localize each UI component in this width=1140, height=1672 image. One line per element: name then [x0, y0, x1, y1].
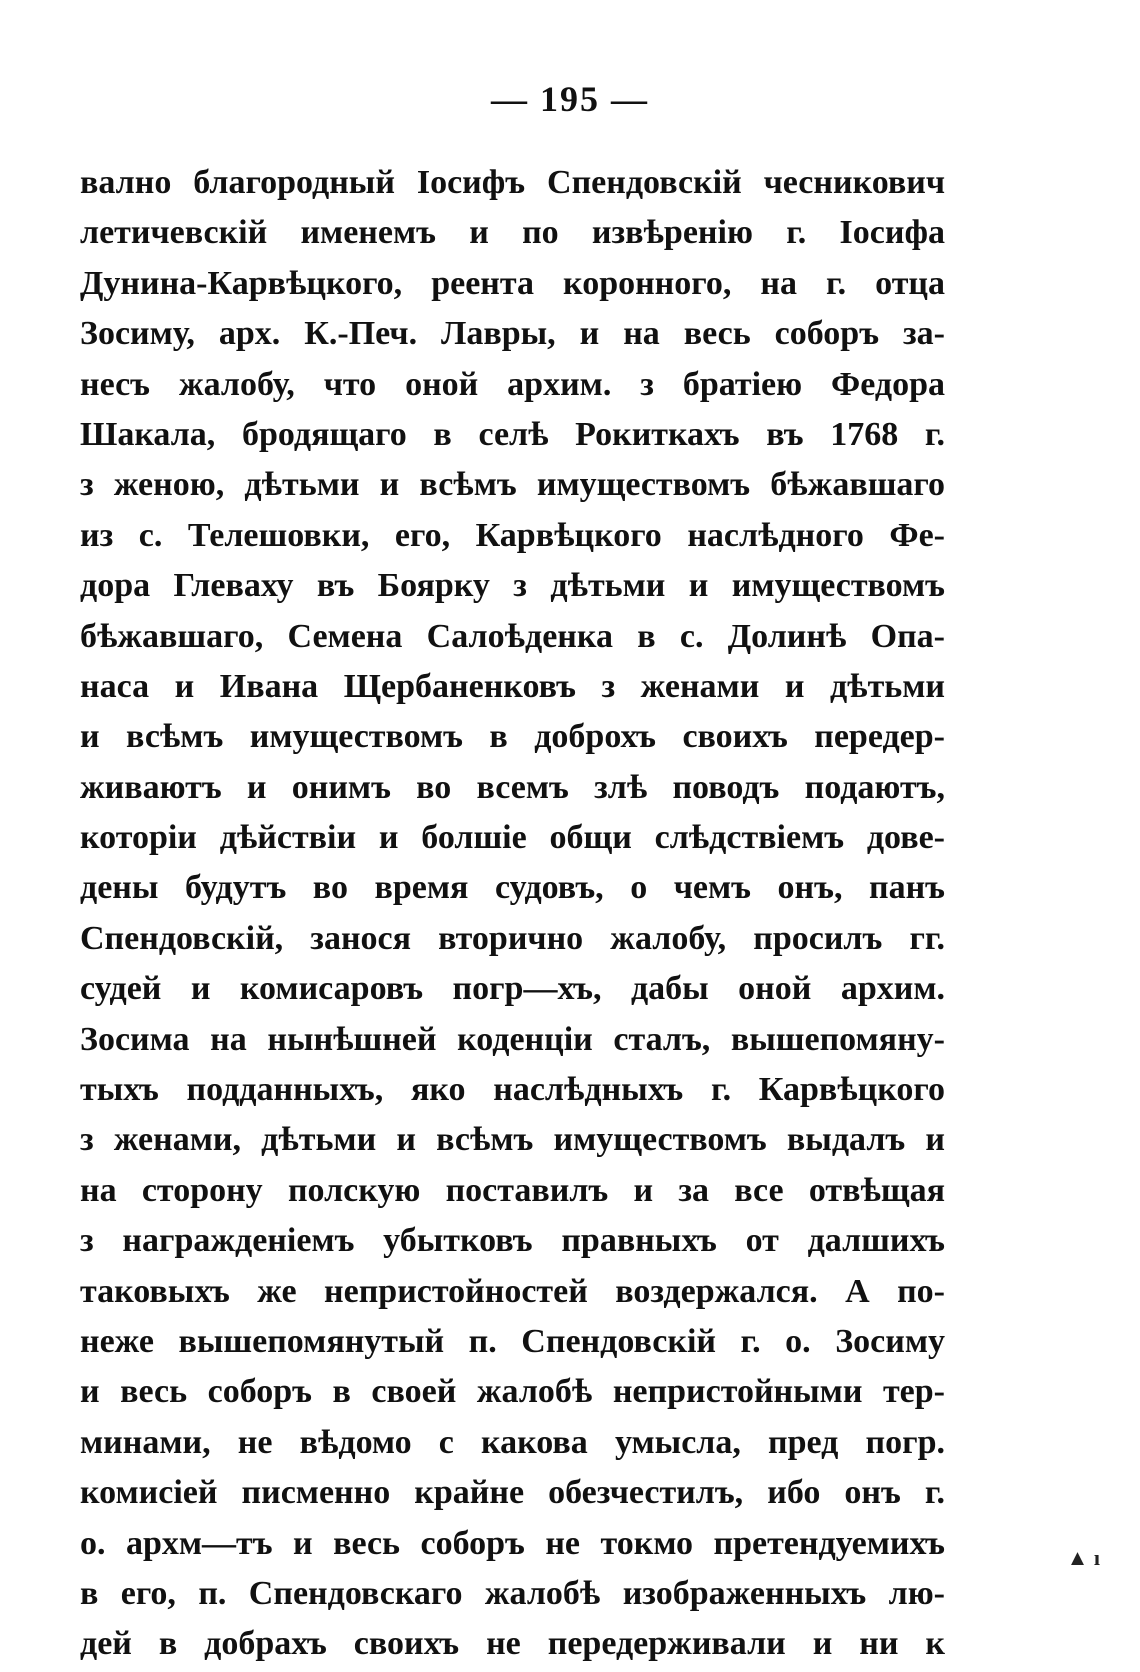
- text-line: минами, не вѣдомо с какова умысла, пред погр.: [80, 1423, 945, 1461]
- text-line: вално благородный Іосифъ Спендовскій чесникович: [80, 164, 945, 201]
- text-line: дора Глеваху въ Боярку з дѣтьми и имуществомъ: [80, 567, 945, 605]
- text-line: живаютъ и онимъ во всемъ злѣ поводъ подаютъ,: [80, 768, 945, 806]
- text-line: о. архм—тъ и весь соборъ не токмо претендуемихъ: [80, 1524, 945, 1562]
- text-line: которіи дѣйствіи и болшіе общи слѣдствіемъ дове-: [80, 819, 945, 857]
- text-line: Спендовскій, занося вторично жалобу, просилъ гг.: [80, 919, 945, 957]
- text-line: з женою, дѣтьми и всѣмъ имуществомъ бѣжавшаго: [80, 466, 945, 504]
- text-line: таковыхъ же непристойностей воздержался. А по-: [80, 1272, 945, 1310]
- text-line: Зосиму, арх. К.-Печ. Лавры, и на весь соборъ за-: [80, 315, 945, 353]
- text-line: и весь соборъ в своей жалобѣ непристойными тер-: [80, 1373, 945, 1411]
- text-line: несъ жалобу, что оной архим. з братіею Федора: [80, 365, 945, 403]
- text-line: Зосима на нынѣшней коденціи сталъ, вышепомяну-: [80, 1020, 945, 1058]
- text-line: в его, п. Спендовскаго жалобѣ изображенныхъ лю-: [80, 1574, 945, 1612]
- text-line: комисіей писменно крайне обезчестилъ, ибо онъ г.: [80, 1474, 945, 1512]
- text-line: тыхъ подданныхъ, яко наслѣдныхъ г. Карвѣцкого: [80, 1071, 945, 1109]
- text-line: бѣжавшаго, Семена Салоѣденка в с. Долинѣ Опа-: [80, 617, 945, 655]
- text-line: и всѣмъ имуществомъ в доброхъ своихъ передер-: [80, 718, 945, 756]
- text-line: судей и комисаровъ погр—хъ, дабы оной архим.: [80, 970, 945, 1008]
- text-line: из с. Телешовки, его, Карвѣцкого наслѣдного Фе-: [80, 516, 945, 554]
- text-line: з женами, дѣтьми и всѣмъ имуществомъ выдалъ и: [80, 1121, 945, 1159]
- body-text: [80, 158, 945, 1670]
- text-line: летичевскій именемъ и по извѣренію г. Іосифа: [80, 214, 945, 252]
- text-line: з награжденіемъ убытковъ правныхъ от далшихъ: [80, 1222, 945, 1260]
- text-line: Шакала, бродящаго в селѣ Рокиткахъ въ 1768 г.: [80, 415, 945, 453]
- text-line: дей в добрахъ своихъ не передерживали и ни к: [80, 1625, 945, 1663]
- text-line: на сторону полскую поставилъ и за все отвѣщая: [80, 1171, 945, 1209]
- text-line: дены будутъ во время судовъ, о чемъ онъ, панъ: [80, 869, 945, 907]
- page-number: — 195 —: [491, 79, 649, 119]
- text-line: наса и Ивана Щербаненковъ з женами и дѣтьми: [80, 667, 945, 705]
- text-line: неже вышепомянутый п. Спендовскій г. о. Зосиму: [80, 1322, 945, 1360]
- scan-artifact-mark: ▲ ı: [1066, 1545, 1100, 1570]
- text-line: Дунина-Карвѣцкого, реента коронного, на г. отца: [80, 264, 945, 302]
